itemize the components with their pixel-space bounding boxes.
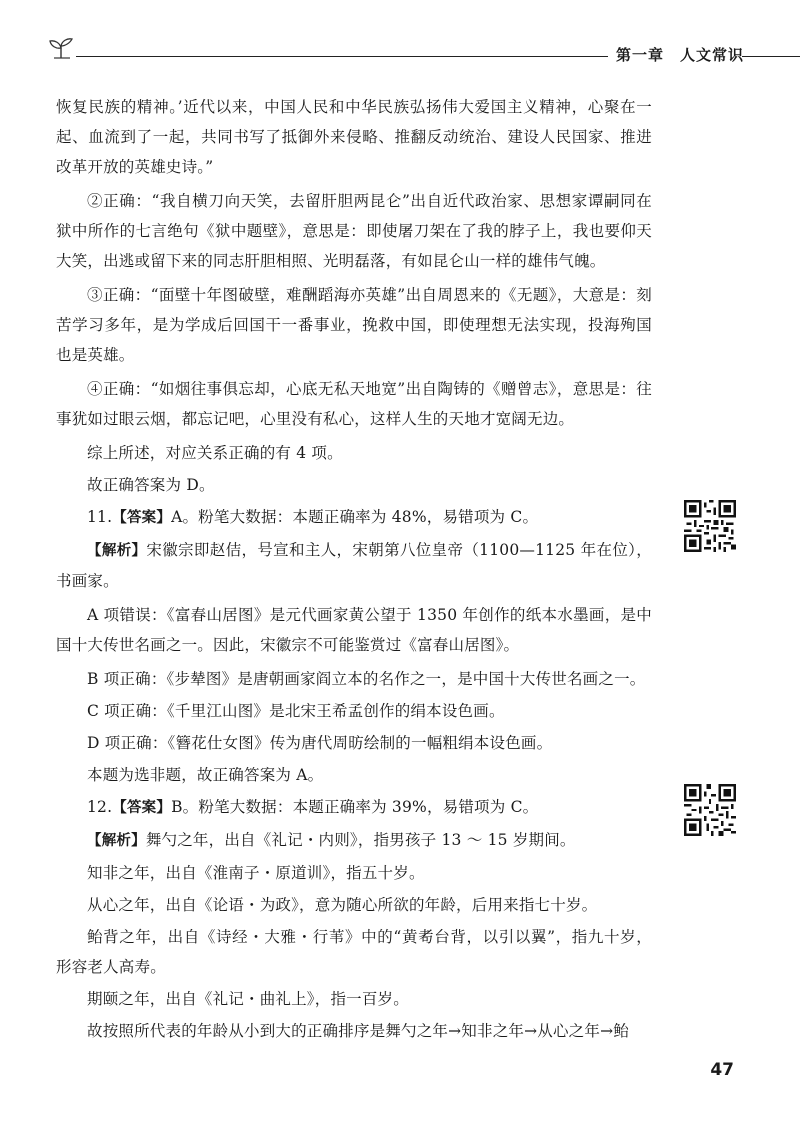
question-12-answer-text: B。粉笔大数据：本题正确率为 39%，易错项为 C。 — [171, 798, 539, 816]
question-12-number: 12. — [87, 798, 113, 816]
question-11-explanation-text: 宋徽宗即赵佶，号宣和主人，宋朝第八位皇帝（1100—1125 年在位），书画家。 — [56, 541, 652, 590]
paragraph-item-3: ③正确：“面壁十年图破壁，难酬蹈海亦英雄”出自周恩来的《无题》，大意是：刻苦学习多年，是为学成后回国干一番事业，挽救中国，即使理想无法实现，投海殉国也是英雄。 — [56, 286, 652, 364]
explanation-tag: 【解析】 — [87, 543, 147, 559]
paragraph-continuation: 恢复民族的精神。’近代以来，中国人民和中华民族弘扬伟大爱国主义精神，心聚在一起、血流到了一起，共同书写了抵御外来侵略、推翻反动统治、建设人民国家、推进改革开放的英雄史诗。” — [56, 98, 652, 176]
question-12-item-2: 从心之年，出自《论语・为政》，意为随心所欲的年龄，后用来指七十岁。 — [87, 896, 598, 914]
sprout-icon — [48, 38, 74, 60]
question-11-option-d: D 项正确：《簪花仕女图》传为唐代周昉绘制的一幅粗绢本设色画。 — [87, 734, 553, 752]
qr-code-question-12[interactable] — [684, 784, 736, 836]
page-header — [36, 36, 764, 70]
answer-tag: 【答案】 — [112, 510, 172, 526]
question-12-item-3: 鲐背之年，出自《诗经・大雅・行苇》中的“黄耇台背，以引以翼”，指九十岁，形容老人高寿。 — [56, 928, 652, 976]
qr-code-question-11[interactable] — [684, 500, 736, 552]
question-12-answer — [56, 792, 652, 823]
answer-tag: 【答案】 — [112, 800, 172, 816]
paragraph-summary: 综上所述，对应关系正确的有 4 项。 — [87, 444, 343, 462]
question-12-explanation-text: 舞勺之年，出自《礼记・内则》，指男孩子 13 ～ 15 岁期间。 — [145, 831, 576, 849]
header-rule-left — [76, 56, 608, 57]
question-11-option-b: B 项正确：《步辇图》是唐朝画家阎立本的名作之一，是中国十大传世名画之一。 — [87, 670, 646, 688]
paragraph-item-2: ②正确：“我自横刀向天笑，去留肝胆两昆仑”出自近代政治家、思想家谭嗣同在狱中所作的七言绝句《狱中题壁》，意思是：即使屠刀架在了我的脖子上，我也要仰天大笑，出逃或留下来的同志肝胆相照、光明磊落，有如昆仑山一样的雄伟气魄。 — [56, 192, 652, 270]
page-number: 47 — [710, 1060, 734, 1080]
paragraph-answer-10: 故正确答案为 D。 — [87, 476, 215, 494]
question-11-option-a: A 项错误：《富春山居图》是元代画家黄公望于 1350 年创作的纸本水墨画，是中国十大传世名画之一。因此，宋徽宗不可能鉴赏过《富春山居图》。 — [56, 606, 652, 654]
question-11-explanation — [56, 535, 652, 596]
question-12-item-4: 期颐之年，出自《礼记・曲礼上》，指一百岁。 — [87, 990, 409, 1008]
question-11-conclusion: 本题为选非题，故正确答案为 A。 — [87, 766, 324, 784]
question-11-option-c: C 项正确：《千里江山图》是北宋王希孟创作的绢本设色画。 — [87, 702, 505, 720]
header-rule-right — [742, 56, 800, 57]
question-12-conclusion: 故按照所代表的年龄从小到大的正确排序是舞勺之年→知非之年→从心之年→鲐 — [87, 1022, 629, 1040]
explanation-tag: 【解析】 — [87, 833, 146, 849]
page-body — [56, 92, 652, 1046]
paragraph-item-4: ④正确：“如烟往事俱忘却，心底无私天地宽”出自陶铸的《赠曾志》，意思是：往事犹如过眼云烟，都忘记吧，心里没有私心，这样人生的天地才宽阔无边。 — [56, 380, 652, 428]
question-12-explanation — [56, 825, 652, 856]
question-12-item-1: 知非之年，出自《淮南子・原道训》，指五十岁。 — [87, 864, 425, 882]
question-11-answer — [56, 502, 652, 533]
chapter-title: 第一章 人文常识 — [616, 46, 745, 64]
question-11-number: 11. — [87, 508, 113, 526]
question-11-answer-text: A。粉笔大数据：本题正确率为 48%，易错项为 C。 — [171, 508, 539, 526]
